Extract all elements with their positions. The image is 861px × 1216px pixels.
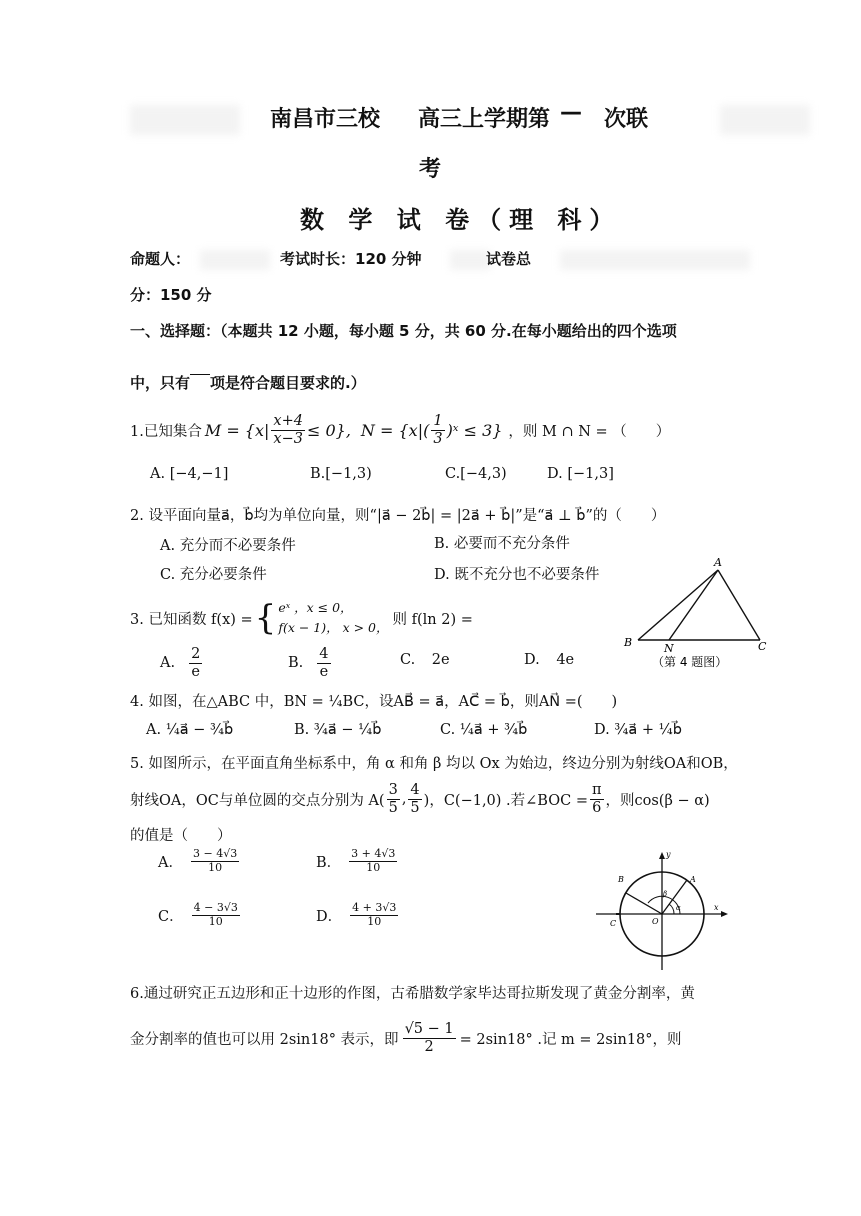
q1-option-a: A. [−4,−1] (150, 466, 229, 482)
q3-option-a-label: A. (160, 655, 176, 672)
label-x: x (714, 903, 719, 912)
q5-option-c (158, 902, 242, 928)
q5-option-c-label: C． (158, 908, 184, 925)
question-5-line-3: 的值是（ ） (130, 828, 232, 844)
scan-smudge (720, 105, 810, 135)
q5-ay (408, 782, 421, 816)
q5-option-b-frac (349, 848, 397, 874)
section-heading-2 (130, 372, 366, 393)
q5-option-a-den: 10 (208, 860, 223, 874)
side-ab (638, 570, 718, 640)
q6-line2-pre: 金分割率的值也可以用 2sin18° 表示，即 (130, 1031, 399, 1048)
q3-prefix: 3. 已知函数 f(x) = (130, 611, 253, 628)
segment-an (669, 570, 718, 640)
x-axis-arrow (721, 911, 728, 917)
q5-option-d-num: 4 + 3√3 (352, 901, 397, 914)
label-b: B (618, 875, 624, 884)
q6-frac (403, 1021, 456, 1055)
q6-line2-post: = 2sin18° .记 m = 2sin18°，则 (459, 1031, 682, 1048)
label-n: N (664, 642, 674, 655)
q3-option-b-num: 4 (319, 646, 329, 662)
q5-line2-pre: 射线OA，OC与单位圆的交点分别为 A( (130, 792, 385, 809)
q3-option-a-den: e (191, 663, 200, 680)
scan-smudge (560, 250, 750, 270)
q5-option-d-den: 10 (367, 914, 382, 928)
q1-option-b: B.[−1,3) (310, 466, 372, 482)
q1-tail: ，则 M ∩ N = （ ） (508, 423, 671, 440)
q3-option-b (288, 646, 333, 680)
label-alpha: α (676, 904, 681, 912)
q1-M-post: ≤ 0}, (306, 420, 351, 440)
question-3 (130, 596, 473, 640)
q5-option-c-frac (192, 902, 240, 928)
question-5-line-2 (130, 776, 710, 822)
q1-M-pre: M = {x| (204, 420, 270, 440)
side-ac (718, 570, 760, 640)
q5-angle (590, 782, 604, 816)
q1-prefix: 1.已知集合 (130, 423, 202, 440)
y-axis-arrow (659, 852, 665, 859)
q3-option-d-label: D. (524, 652, 540, 668)
q4-option-a: A. ¼a⃗ − ¾b⃗ (146, 722, 234, 738)
header-dash: — (560, 100, 582, 125)
q1-option-c: C.[−4,3) (445, 466, 507, 482)
q3-case-2: f(x − 1)， x > 0， (278, 620, 389, 635)
q3-brace: { (254, 598, 277, 638)
label-a: A (714, 556, 722, 569)
q2-option-a: A. 充分而不必要条件 (160, 538, 296, 554)
q1-N-frac (431, 413, 444, 447)
q3-option-a-frac (189, 646, 202, 680)
q1-N-num: 1 (433, 412, 443, 429)
label-c: C (610, 919, 617, 928)
label-y: y (666, 850, 671, 859)
q4-option-d: D. ¾a⃗ + ¼b⃗ (594, 722, 682, 738)
q5-option-d-frac (350, 902, 398, 928)
page-title: 数 学 试 卷（理 科） (300, 206, 622, 234)
q1-M-num: x+4 (273, 412, 303, 429)
section-heading: 一、选择题：（本题共 12 小题，每小题 5 分，共 60 分.在每小题给出的四个选项 (130, 322, 677, 340)
q3-option-d (524, 652, 574, 668)
section-heading-2b: 项是符合题目要求的.） (210, 374, 366, 392)
header-exam: 高三上学期第 (418, 107, 551, 132)
q3-option-d-text: 4e (556, 652, 575, 668)
scan-smudge (450, 250, 490, 270)
q5-option-c-num: 4 − 3√3 (193, 901, 238, 914)
scan-smudge (130, 105, 240, 135)
q3-option-b-den: e (319, 663, 329, 680)
label-c: C (758, 640, 767, 653)
q3-option-c (400, 652, 450, 668)
q5-ay-num: 4 (410, 781, 420, 798)
scan-smudge (200, 250, 270, 270)
q5-ax-den: 5 (388, 799, 398, 816)
q5-ax-num: 3 (388, 781, 398, 798)
q6-frac-den: 2 (424, 1038, 434, 1055)
q5-option-a (158, 848, 241, 874)
triangle-figure (618, 556, 778, 672)
q1-N-den: 3 (433, 430, 443, 447)
q5-ax (387, 782, 400, 816)
header-school: 南昌市三校 (270, 107, 381, 132)
author-label: 命题人： (130, 250, 191, 268)
q5-option-c-den: 10 (208, 914, 223, 928)
question-6-line-2 (130, 1010, 682, 1066)
missing-char-mark (190, 374, 210, 375)
q5-option-a-label: A． (158, 854, 183, 871)
q3-option-a (160, 646, 204, 680)
q3-option-c-text: 2e (431, 652, 450, 668)
unit-circle-figure (596, 848, 736, 972)
section-heading-2a: 中，只有 (130, 374, 191, 392)
q1-N-pre: N = {x|( (360, 420, 430, 440)
question-5-line-1: 5. 如图所示，在平面直角坐标系中，角 α 和角 β 均以 Ox 为始边，终边分别为射线OA和OB， (130, 756, 738, 772)
label-a: A (690, 875, 696, 884)
q1-option-d: D. [−1,3] (547, 466, 614, 482)
label-beta: β (663, 890, 668, 898)
question-1 (130, 408, 670, 452)
q5-comma: , (401, 791, 407, 807)
header-joint-tail: 考 (419, 157, 442, 182)
q3-option-c-label: C. (400, 652, 416, 668)
q4-option-b: B. ¾a⃗ − ¼b⃗ (294, 722, 382, 738)
label-b: B (624, 636, 633, 649)
q2-option-b: B. 必要而不充分条件 (434, 536, 570, 552)
q3-option-b-label: B. (288, 655, 304, 672)
figure4-caption: （第 4 题图） (652, 655, 728, 669)
q4-option-c: C. ¼a⃗ + ¾b⃗ (440, 722, 528, 738)
total-label: 试卷总 (486, 250, 532, 268)
q5-option-b-den: 10 (366, 860, 381, 874)
total-value: 分：150 分 (130, 286, 212, 304)
ray-ob (626, 893, 662, 914)
q5-angle-num: π (591, 781, 602, 798)
q5-option-d (316, 902, 400, 928)
q3-option-a-num: 2 (191, 646, 201, 662)
time-label: 考试时长：120 分钟 (280, 250, 422, 268)
q3-cases (278, 598, 388, 638)
q5-option-b-label: B． (316, 854, 342, 871)
question-4: 4. 如图，在△ABC 中，BN = ¼BC，设AB⃗ = a⃗，AC⃗ = b⃗，则AN⃗ =( ) (130, 694, 618, 710)
q1-M-frac (271, 413, 305, 447)
q5-line2-post: ，则cos(β − α) (605, 792, 710, 809)
q5-ay-den: 5 (410, 799, 420, 816)
q5-option-a-frac (191, 848, 239, 874)
q5-option-b-num: 3 + 4√3 (351, 847, 396, 860)
q5-option-d-label: D． (316, 908, 343, 925)
q3-option-b-frac (317, 646, 330, 680)
q6-frac-num: √5 − 1 (404, 1020, 454, 1037)
question-6-line-1: 6.通过研究正五边形和正十边形的作图，古希腊数学家毕达哥拉斯发现了黄金分割率，黄 (130, 986, 695, 1002)
q5-line2-mid: )，C(−1,0) .若∠BOC = (423, 792, 588, 809)
q2-option-d: D. 既不充分也不必要条件 (434, 567, 600, 583)
q1-N-post: )ˣ ≤ 3} (446, 420, 503, 440)
header-joint: 次联 (604, 107, 649, 132)
question-2: 2. 设平面向量a⃗，b⃗均为单位向量，则“|a⃗ − 2b⃗| = |2a⃗ + b⃗|”是“a⃗ ⊥ b⃗”的（ ） (130, 508, 666, 524)
q1-M-den: x−3 (273, 430, 303, 447)
q3-tail: 则 f(ln 2) = (392, 611, 473, 628)
q5-angle-den: 6 (592, 799, 602, 816)
q2-option-c: C. 充分必要条件 (160, 567, 267, 583)
q5-option-a-num: 3 − 4√3 (192, 847, 238, 860)
q3-case-1: eˣ ，x ≤ 0， (278, 600, 353, 615)
alpha-arc (669, 904, 674, 914)
label-o: O (652, 917, 659, 926)
q5-option-b (316, 848, 399, 874)
